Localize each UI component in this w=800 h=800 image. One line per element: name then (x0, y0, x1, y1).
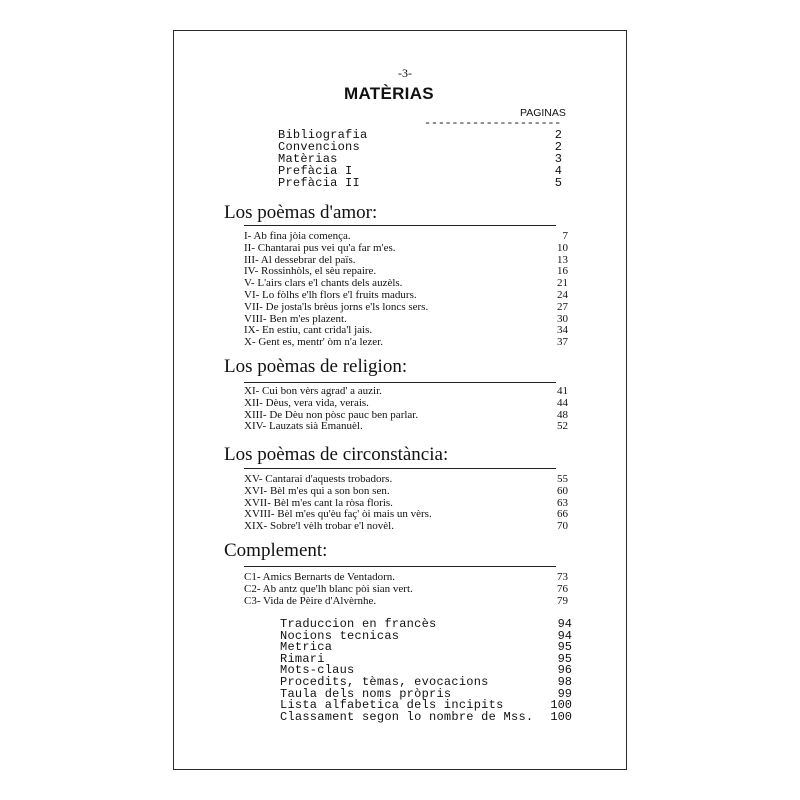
entry-page: 95 (557, 652, 572, 666)
entry-title: I- Ab fina jòia comença. (244, 230, 351, 242)
entry-page: 3 (554, 152, 562, 166)
toc-entry (244, 398, 568, 409)
toc-entry (244, 474, 568, 485)
toc-entry (244, 266, 568, 277)
entry-page: 2 (554, 128, 562, 142)
toc-entry (244, 386, 568, 397)
entry-title: C2- Ab antz que'lh blanc pòi sian vert. (244, 583, 413, 595)
entry-title: C3- Vida de Pèire d'Alvèrnhe. (244, 595, 377, 607)
entry-title: Nocions tecnicas (280, 629, 400, 643)
toc-entry (244, 231, 568, 242)
entry-title: Lista alfabetica dels incipits (280, 698, 504, 712)
entry-page: 44 (557, 397, 568, 409)
section-divider (244, 382, 556, 383)
entry-page: 24 (557, 289, 568, 301)
toc-entry (244, 278, 568, 289)
toc-entry (244, 243, 568, 254)
section-heading: Los poèmas de circonstància: (224, 444, 449, 465)
entry-title: Metrica (280, 640, 333, 654)
entry-page: 41 (557, 385, 568, 397)
entry-page: 5 (554, 176, 562, 190)
entry-page: 10 (557, 242, 568, 254)
entry-page: 37 (557, 336, 568, 348)
entry-title: XVII- Bèl m'es cant la ròsa floris. (244, 497, 393, 509)
entry-title: Prefàcia II (278, 176, 360, 190)
toc-entry (244, 572, 568, 583)
entry-page: 7 (562, 230, 568, 242)
toc-entry (244, 421, 568, 432)
entry-page: 99 (557, 687, 572, 701)
entry-page: 48 (557, 409, 568, 421)
entry-title: Bibliografia (278, 128, 368, 142)
entry-page: 60 (557, 485, 568, 497)
entry-page: 95 (557, 640, 572, 654)
entry-page: 94 (557, 617, 572, 631)
entry-page: 27 (557, 301, 568, 313)
toc-entry (244, 521, 568, 532)
entry-title: XVIII- Bèl m'es qu'èu faç' òi mais un vèrs. (244, 508, 432, 520)
dashed-separator: -------------------- (424, 116, 562, 130)
toc-entry (244, 584, 568, 595)
entry-title: Taula dels noms pròpris (280, 687, 452, 701)
page-title: MATÈRIAS (344, 84, 434, 103)
toc-entry (244, 337, 568, 348)
entry-page: 98 (557, 675, 572, 689)
toc-entry (244, 486, 568, 497)
entry-title: Prefàcia I (278, 164, 353, 178)
entry-page: 63 (557, 497, 568, 509)
entry-title: Procedits, tèmas, evocacions (280, 675, 489, 689)
entry-page: 4 (554, 164, 562, 178)
entry-title: Rimari (280, 652, 325, 666)
entry-title: C1- Amics Bernarts de Ventadorn. (244, 571, 396, 583)
section-divider (244, 566, 556, 567)
entry-title: XII- Dèus, vera vida, verais. (244, 397, 369, 409)
toc-entry (278, 177, 562, 189)
entry-page: 2 (554, 140, 562, 154)
toc-entry (244, 302, 568, 313)
entry-page: 73 (557, 571, 568, 583)
entry-title: Classament segon lo nombre de Mss. (280, 710, 534, 724)
entry-page: 13 (557, 254, 568, 266)
entry-title: IX- En estiu, cant crida'l jais. (244, 324, 373, 336)
entry-title: Traduccion en francès (280, 617, 437, 631)
entry-page: 79 (557, 595, 568, 607)
entry-title: V- L'airs clars e'l chants dels auzèls. (244, 277, 403, 289)
entry-page: 100 (550, 710, 572, 724)
entry-title: VIII- Ben m'es plazent. (244, 313, 347, 325)
toc-entry (244, 509, 568, 520)
entry-title: XIX- Sobre'l vèlh trobar e'l novèl. (244, 520, 394, 532)
entry-page: 55 (557, 473, 568, 485)
entry-title: Convencions (278, 140, 360, 154)
entry-page: 21 (557, 277, 568, 289)
entry-title: Mots-claus (280, 663, 355, 677)
toc-entry (244, 325, 568, 336)
entry-title: XI- Cui bon vèrs agrad' a auzir. (244, 385, 382, 397)
section-divider (244, 225, 556, 226)
entry-page: 94 (557, 629, 572, 643)
toc-entry (244, 596, 568, 607)
entry-title: VI- Lo fòlhs e'lh flors e'l fruits madurs. (244, 289, 417, 301)
entry-page: 76 (557, 583, 568, 595)
entry-page: 30 (557, 313, 568, 325)
entry-title: X- Gent es, mentr' òm n'a lezer. (244, 336, 383, 348)
section-heading: Los poèmas d'amor: (224, 202, 378, 223)
entry-page: 34 (557, 324, 568, 336)
entry-title: XV- Cantarai d'aquests trobadors. (244, 473, 393, 485)
entry-title: II- Chantarai pus vei qu'a far m'es. (244, 242, 396, 254)
entry-title: VII- De josta'ls brèus jorns e'ls loncs sers. (244, 301, 429, 313)
page-number: -3- (398, 66, 412, 80)
entry-title: XIII- De Dèu non pòsc pauc ben parlar. (244, 409, 419, 421)
section-heading: Complement: (224, 540, 328, 561)
entry-title: IV- Rossinhòls, el sèu repaire. (244, 265, 377, 277)
entry-page: 66 (557, 508, 568, 520)
entry-title: XIV- Lauzats sià Emanuèl. (244, 420, 363, 432)
paginas-column-header: PAGINAS (520, 107, 566, 119)
entry-page: 100 (550, 698, 572, 712)
toc-entry (280, 711, 572, 723)
toc-entry (244, 290, 568, 301)
entry-title: III- Al dessebrar del païs. (244, 254, 356, 266)
entry-page: 52 (557, 420, 568, 432)
entry-title: Matèrias (278, 152, 338, 166)
section-divider (244, 468, 556, 469)
entry-page: 16 (557, 265, 568, 277)
entry-page: 70 (557, 520, 568, 532)
entry-page: 96 (557, 663, 572, 677)
section-heading: Los poèmas de religion: (224, 356, 408, 377)
entry-title: XVI- Bèl m'es qui a son bon sen. (244, 485, 390, 497)
document-page (173, 30, 627, 770)
